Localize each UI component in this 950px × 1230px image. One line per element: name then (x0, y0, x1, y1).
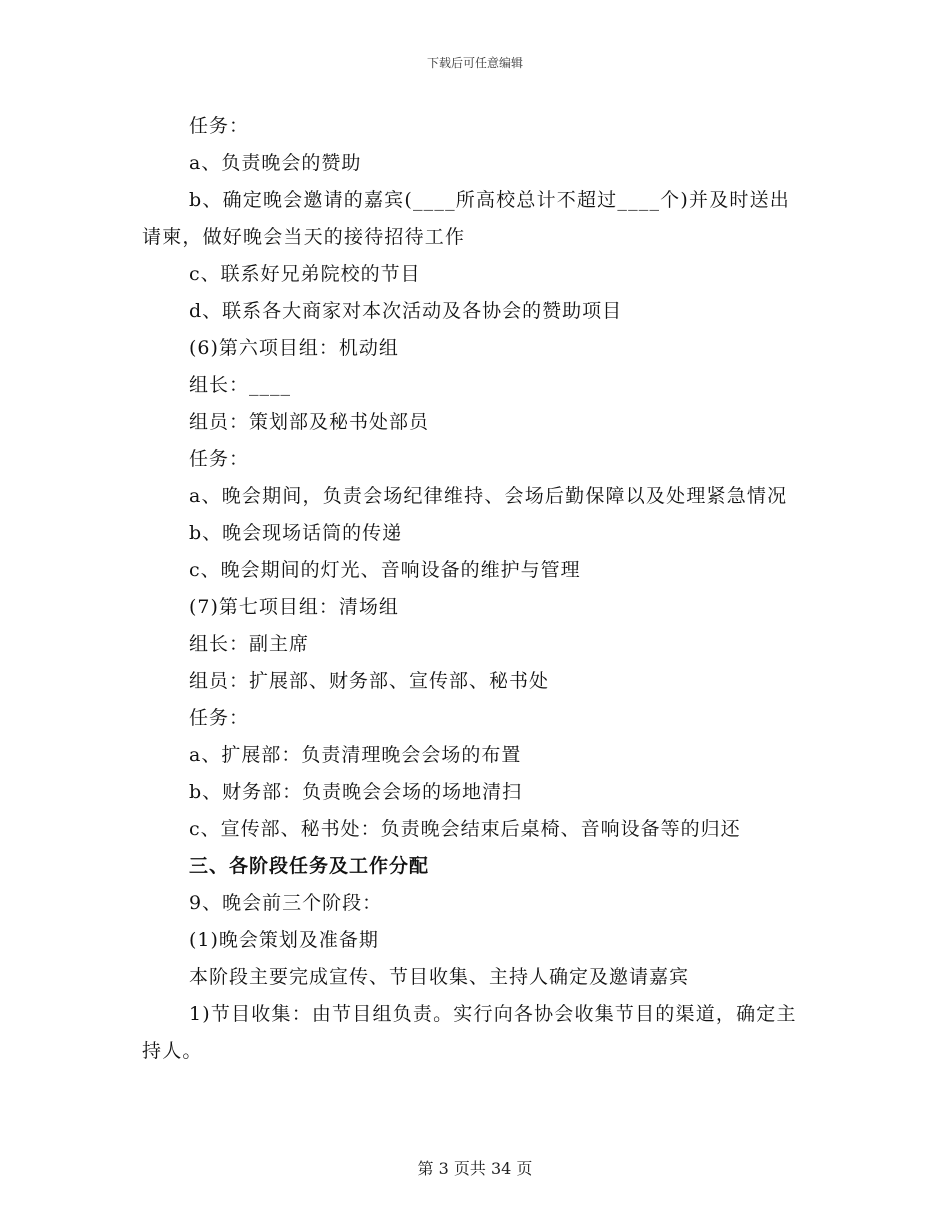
page-number: 第 3 页共 34 页 (417, 1159, 533, 1178)
task-item-c: c、宣传部、秘书处：负责晚会结束后桌椅、音响设备等的归还 (189, 818, 741, 840)
group-six-heading: (6)第六项目组：机动组 (189, 337, 399, 359)
task-label: 任务： (189, 115, 250, 137)
task-label: 任务： (189, 707, 250, 729)
task-item-d: d、联系各大商家对本次活动及各协会的赞助项目 (189, 300, 623, 322)
stage-subheading: (1)晚会策划及准备期 (189, 929, 379, 951)
group-members: 组员：策划部及秘书处部员 (189, 411, 430, 433)
stage-description: 本阶段主要完成宣传、节目收集、主持人确定及邀请嘉宾 (189, 966, 690, 988)
page-header: 下载后可任意编辑 (426, 56, 523, 70)
group-leader: 组长：____ (189, 374, 292, 396)
task-item-b: b、晚会现场话筒的传递 (189, 522, 403, 544)
task-item-a: a、扩展部：负责清理晚会会场的布置 (189, 744, 522, 766)
task-item-b: b、确定晚会邀请的嘉宾(____所高校总计不超过____个)并及时送出请柬，做好晚会当天的接待招待工作 (142, 189, 790, 248)
group-seven-heading: (7)第七项目组：清场组 (189, 596, 399, 618)
task-item-a: a、负责晚会的赞助 (189, 152, 362, 174)
stage-heading: 9、晚会前三个阶段： (189, 892, 383, 914)
program-collection-paragraph: 1)节目收集：由节目组负责。实行向各协会收集节目的渠道，确定主持人。 (142, 1003, 797, 1062)
task-item-a: a、晚会期间，负责会场纪律维持、会场后勤保障以及处理紧急情况 (189, 485, 788, 507)
group-members: 组员：扩展部、财务部、宣传部、秘书处 (189, 670, 550, 692)
document-body (142, 108, 810, 1070)
task-label: 任务： (189, 448, 250, 470)
task-item-b: b、财务部：负责晚会会场的场地清扫 (189, 781, 523, 803)
task-item-c: c、晚会期间的灯光、音响设备的维护与管理 (189, 559, 581, 581)
group-leader: 组长：副主席 (189, 633, 310, 655)
task-item-c: c、联系好兄弟院校的节目 (189, 263, 421, 285)
section-heading: 三、各阶段任务及工作分配 (189, 855, 430, 877)
